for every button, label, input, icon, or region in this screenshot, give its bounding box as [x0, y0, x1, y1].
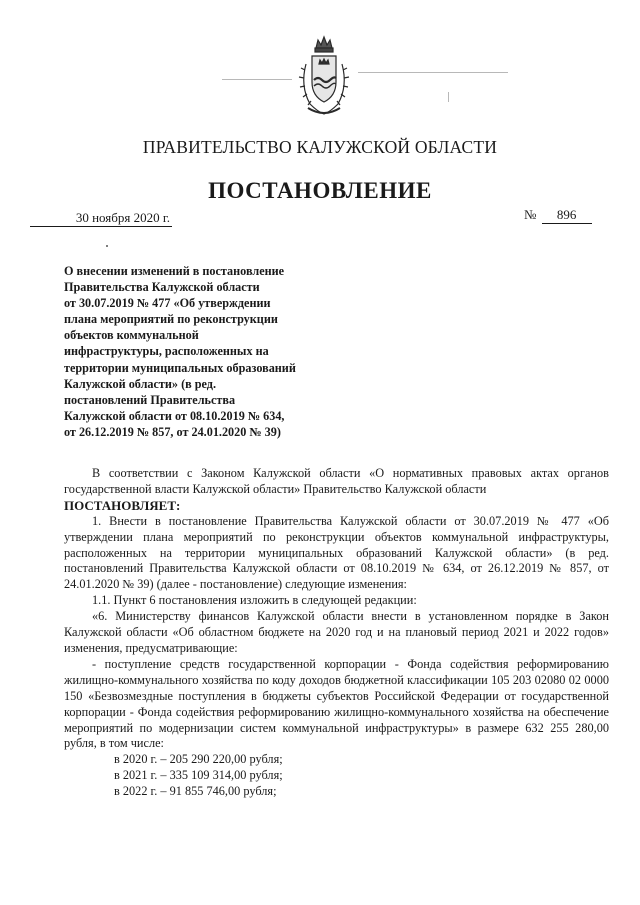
document-number-row	[524, 207, 592, 224]
list-item-revenue: - поступление средств государственной корпорации - Фонда содействия реформированию жилищно-коммунального хозяйства по коду доходов бюджетной классификации 105 203 02080 02 0000 150 «Безвозмездные поступления в бюджеты субъектов Российской Федерации от государственной корпорации - Фонда содействия реформированию жилищно-коммунального хозяйства на обеспечение мероприятий по модернизации систем коммунальной инфраструктуры» в размере 632 255 280,00 рубля, в том числе:	[64, 656, 609, 751]
document-type-heading: ПОСТАНОВЛЕНИЕ	[208, 178, 432, 203]
paragraph-1-1: 1.1. Пункт 6 постановления изложить в следующей редакции:	[92, 593, 417, 608]
paragraph-6: «6. Министерству финансов Калужской области внести в установленном порядке в Закон Калужской области «Об областном бюджете на 2020 год и на плановый период 2021 и 2022 годов» изменения, предусматривающие:	[64, 609, 609, 655]
scan-dot	[106, 245, 108, 247]
year-amount-2022: в 2022 г. – 91 855 746,00 рубля;	[114, 784, 277, 799]
scan-artifact-line	[222, 79, 292, 80]
subject-line: Калужской области от 08.10.2019 № 634,	[64, 408, 285, 423]
scan-artifact-line	[358, 72, 508, 73]
document-date: 30 ноября 2020 г.	[30, 210, 172, 227]
subject-line: Калужской области» (в ред.	[64, 376, 216, 391]
year-amount-2021: в 2021 г. – 335 109 314,00 рубля;	[114, 768, 283, 783]
subject-line: плана мероприятий по реконструкции	[64, 312, 278, 327]
subject-line: от 26.12.2019 № 857, от 24.01.2020 № 39)	[64, 424, 281, 439]
coat-of-arms-emblem	[296, 34, 352, 118]
subject-line: инфраструктуры, расположенных на	[64, 344, 269, 359]
preamble-paragraph: В соответствии с Законом Калужской области «О нормативных правовых актах органов государственной власти Калужской области» Правительство Калужской области	[64, 466, 609, 496]
subject-line: территории муниципальных образований	[64, 360, 296, 375]
year-amount-2020: в 2020 г. – 205 290 220,00 рубля;	[114, 752, 283, 767]
document-subject	[64, 263, 329, 440]
subject-line: от 30.07.2019 № 477 «Об утверждении	[64, 296, 271, 311]
subject-line: О внесении изменений в постановление	[64, 264, 285, 278]
subject-line: постановлений Правительства	[64, 392, 236, 407]
document-number: 896	[542, 207, 592, 224]
document-body	[64, 466, 609, 800]
subject-line: объектов коммунальной	[64, 328, 199, 343]
subject-line: Правительства Калужской области	[64, 280, 260, 295]
paragraph-1: 1. Внести в постановление Правительства Калужской области от 30.07.2019 № 477 «Об утверждении плана мероприятий по реконструкции объектов коммунальной инфраструктуры, расположенных на территории муниципальных образований Калужской области» (в ред. постановлений Правительства Калужской области от 08.10.2019 № 634, от 26.12.2019 № 857, от 24.01.2020 № 39) (далее - постановление) следующие изменения:	[64, 513, 609, 592]
decree-word: ПОСТАНОВЛЯЕТ:	[64, 497, 181, 513]
government-title: ПРАВИТЕЛЬСТВО КАЛУЖСКОЙ ОБЛАСТИ	[142, 137, 498, 157]
number-sign: №	[524, 207, 537, 222]
scan-artifact-line	[448, 92, 449, 102]
